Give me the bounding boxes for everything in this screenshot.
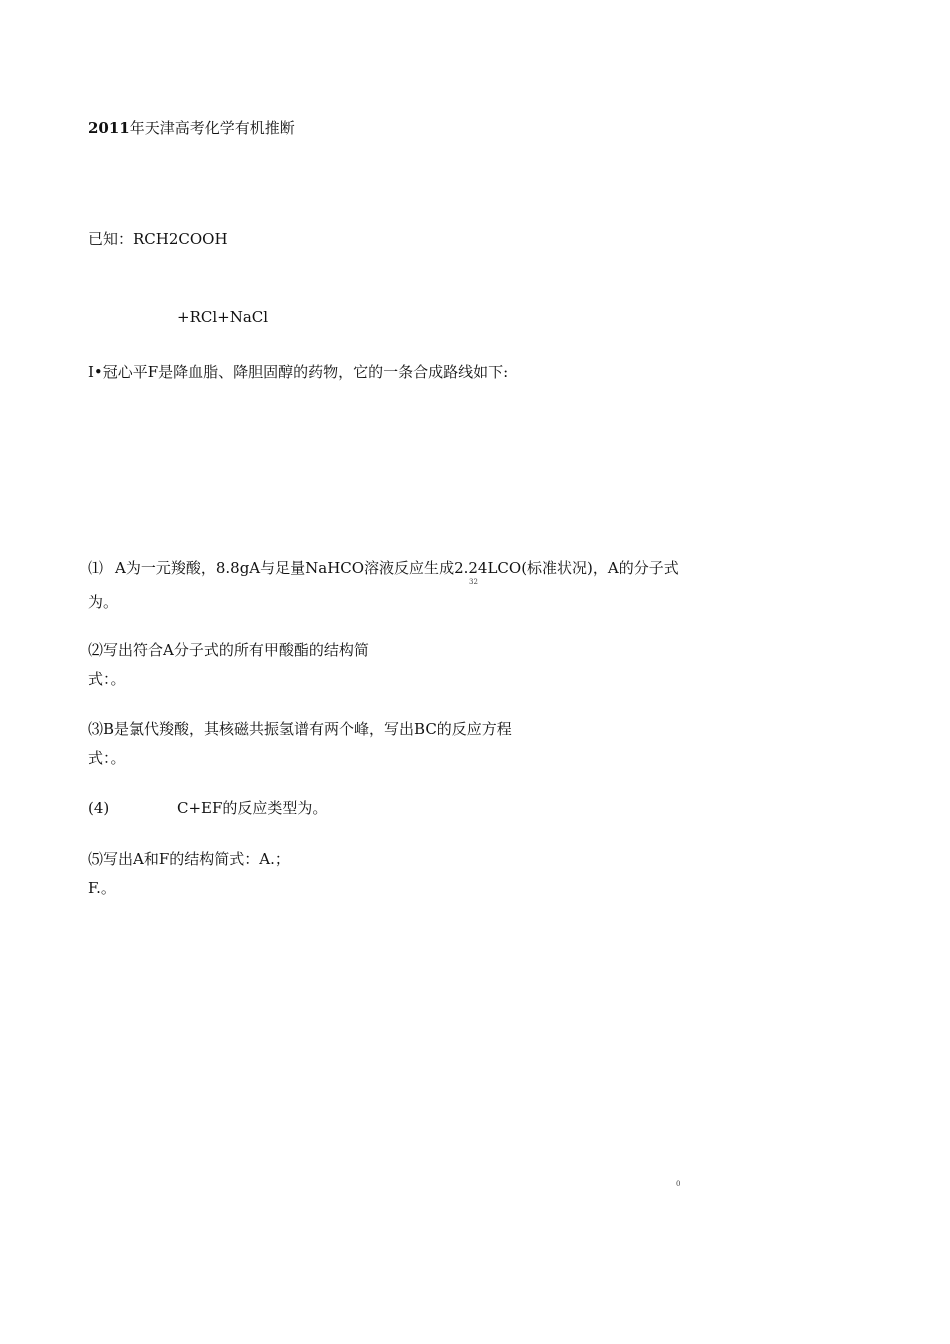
title-text: 年天津高考化学有机推断 (129, 119, 295, 137)
question-2: ⑵写出符合A分子式的所有甲酸酯的结构简 (88, 641, 369, 659)
question-4-text: C+EF的反应类型为。 (177, 799, 328, 817)
known-condition: 已知：RCH2COOH (88, 230, 228, 248)
question-3: ⑶B是氯代羧酸，其核磁共振氢谱有两个峰，写出BC的反应方程 (88, 720, 512, 738)
document-title (88, 118, 295, 138)
reaction-product: +RCl+NaCl (177, 308, 269, 326)
question-4-number: (4) (88, 799, 110, 817)
question-1-subscript: 32 (469, 578, 478, 586)
question-5: ⑸写出A和F的结构简式：A.； (88, 850, 290, 868)
question-5-continuation: F.。 (88, 879, 116, 897)
question-1 (88, 558, 679, 578)
question-1-number: ⑴ (88, 559, 104, 577)
question-3-continuation: 式：。 (88, 749, 126, 767)
footer-mark: 0 (676, 1180, 681, 1188)
intro-paragraph: I•冠心平F是降血脂、降胆固醇的药物，它的一条合成路线如下: (88, 363, 509, 381)
question-2-continuation: 式：。 (88, 670, 126, 688)
question-1-text: A为一元羧酸，8.8gA与足量NaHCO溶液反应生成2.24LCO(标准状况)，A的分子式 (115, 559, 679, 577)
question-1-continuation: 为。 (88, 593, 119, 611)
title-year: 2011 (88, 119, 130, 137)
